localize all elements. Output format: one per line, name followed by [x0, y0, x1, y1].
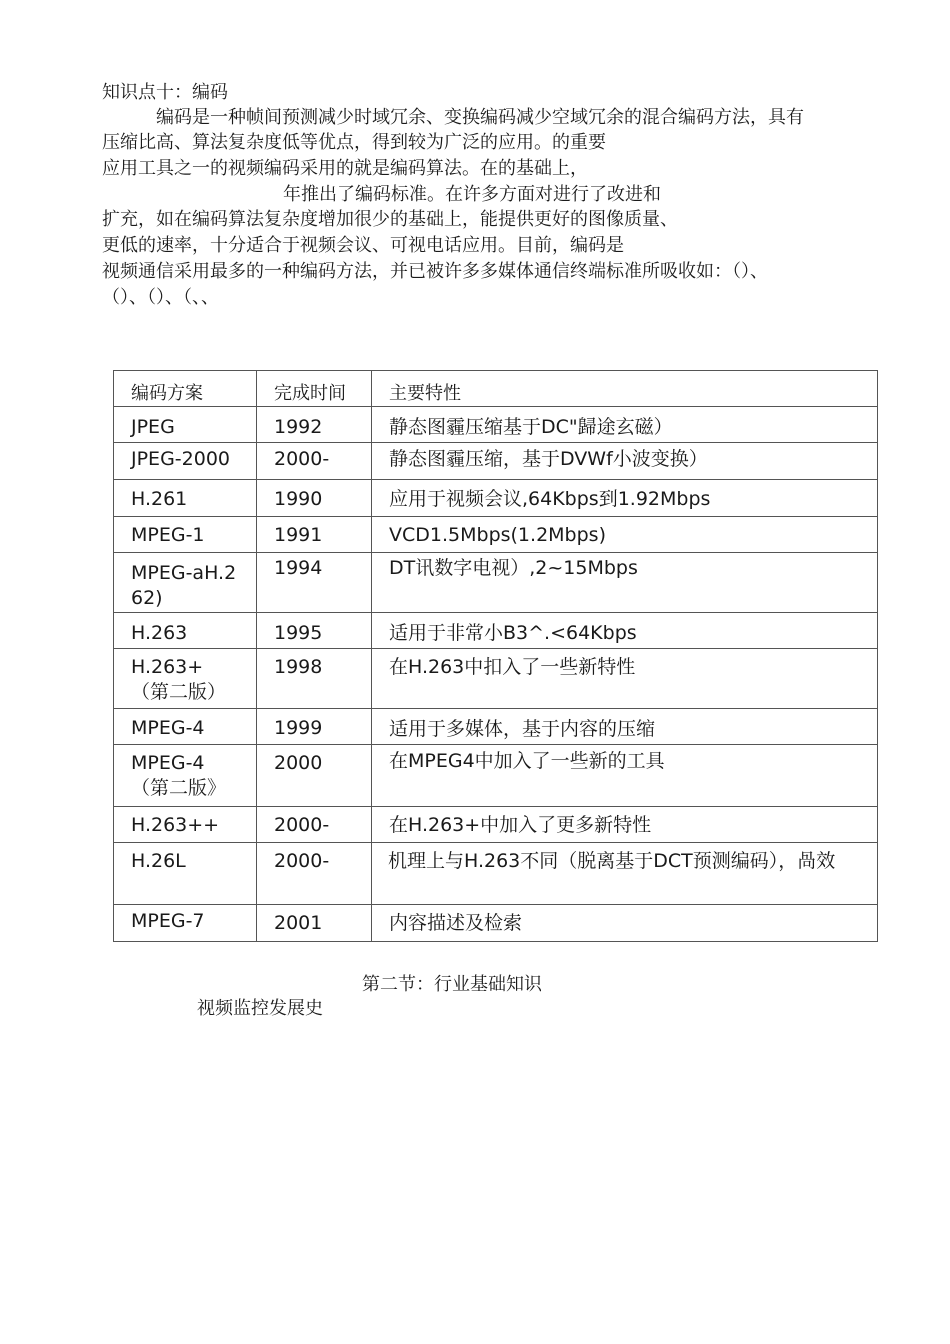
cell-scheme: JPEG: [114, 407, 257, 443]
body-line-3: 应用工具之一的视频编码采用的就是编码算法。在的基础上，: [102, 158, 588, 179]
table-row: [114, 905, 878, 942]
footer-section-title: 第二节：行业基础知识: [362, 974, 542, 995]
table-row: [114, 745, 878, 807]
body-line-6: 更低的速率，十分适合于视频会议、可视电话应用。目前，编码是: [102, 235, 624, 256]
table-row: [114, 443, 878, 480]
header-time: 完成时间: [257, 371, 372, 407]
table-row: [114, 807, 878, 843]
cell-scheme: H.26L: [114, 843, 257, 905]
cell-scheme: MPEG-4: [114, 709, 257, 745]
cell-scheme: H.261: [114, 480, 257, 517]
table-row: [114, 709, 878, 745]
cell-time: 1998: [257, 649, 372, 709]
table-row: [114, 553, 878, 613]
cell-time: 2000-: [257, 807, 372, 843]
cell-features: DT讯数字电视）,2~15Mbps: [372, 553, 878, 613]
cell-features: 机理上与H.263不同（脱离基于DCT预测编码），咼效: [372, 843, 878, 905]
body-line-4: 年推出了编码标准。在许多方面对进行了改进和: [283, 184, 661, 205]
cell-time: 1995: [257, 613, 372, 649]
codec-table: [113, 370, 878, 942]
cell-features: VCD1.5Mbps(1.2Mbps): [372, 517, 878, 553]
cell-time: 1992: [257, 407, 372, 443]
cell-features: 静态图霾压缩，基于DVWf小波变换）: [372, 443, 878, 480]
header-features: 主要特性: [372, 371, 878, 407]
cell-scheme: H.263+（第二版）: [114, 649, 257, 709]
cell-features: 在MPEG4中加入了一些新的工具: [372, 745, 878, 807]
cell-features: 适用于多媒体，基于内容的压缩: [372, 709, 878, 745]
header-scheme: 编码方案: [114, 371, 257, 407]
cell-scheme: MPEG-aH.262): [114, 553, 257, 613]
cell-features: 内容描述及检索: [372, 905, 878, 942]
cell-time: 1991: [257, 517, 372, 553]
cell-time: 1999: [257, 709, 372, 745]
cell-scheme: MPEG-7: [114, 905, 257, 942]
cell-scheme: H.263++: [114, 807, 257, 843]
table-row: [114, 613, 878, 649]
table-row: [114, 649, 878, 709]
cell-features: 在H.263中扣入了一些新特性: [372, 649, 878, 709]
section-heading: 知识点十：编码: [102, 82, 228, 103]
table-header-row: [114, 371, 878, 407]
footer-subtitle: 视频监控发展史: [197, 998, 323, 1019]
cell-features: 在H.263+中加入了更多新特性: [372, 807, 878, 843]
body-line-1: 编码是一种帧间预测减少时域冗余、变换编码减少空域冗余的混合编码方法，具有: [156, 107, 804, 128]
cell-time: 2001: [257, 905, 372, 942]
body-line-2: 压缩比高、算法复杂度低等优点，得到较为广泛的应用。的重要: [102, 132, 606, 153]
body-line-8: （）、（）、（、、: [102, 287, 219, 308]
cell-scheme: H.263: [114, 613, 257, 649]
cell-time: 2000: [257, 745, 372, 807]
cell-scheme: MPEG-1: [114, 517, 257, 553]
table-row: [114, 407, 878, 443]
table-row: [114, 480, 878, 517]
cell-time: 2000-: [257, 443, 372, 480]
cell-scheme: JPEG-2000: [114, 443, 257, 480]
cell-features: 应用于视频会议,64Kbps到1.92Mbps: [372, 480, 878, 517]
cell-features: 适用于非常小B3^.<64Kbps: [372, 613, 878, 649]
cell-time: 1994: [257, 553, 372, 613]
cell-time: 2000-: [257, 843, 372, 905]
cell-scheme: MPEG-4（第二版》: [114, 745, 257, 807]
cell-features: 静态图霾压缩基于DC"歸途玄磁）: [372, 407, 878, 443]
body-line-7: 视频通信采用最多的一种编码方法，并已被许多多媒体通信终端标准所吸收如：（）、: [102, 261, 768, 282]
body-line-5: 扩充，如在编码算法复杂度增加很少的基础上，能提供更好的图像质量、: [102, 209, 678, 230]
table-row: [114, 517, 878, 553]
cell-time: 1990: [257, 480, 372, 517]
table-row: [114, 843, 878, 905]
